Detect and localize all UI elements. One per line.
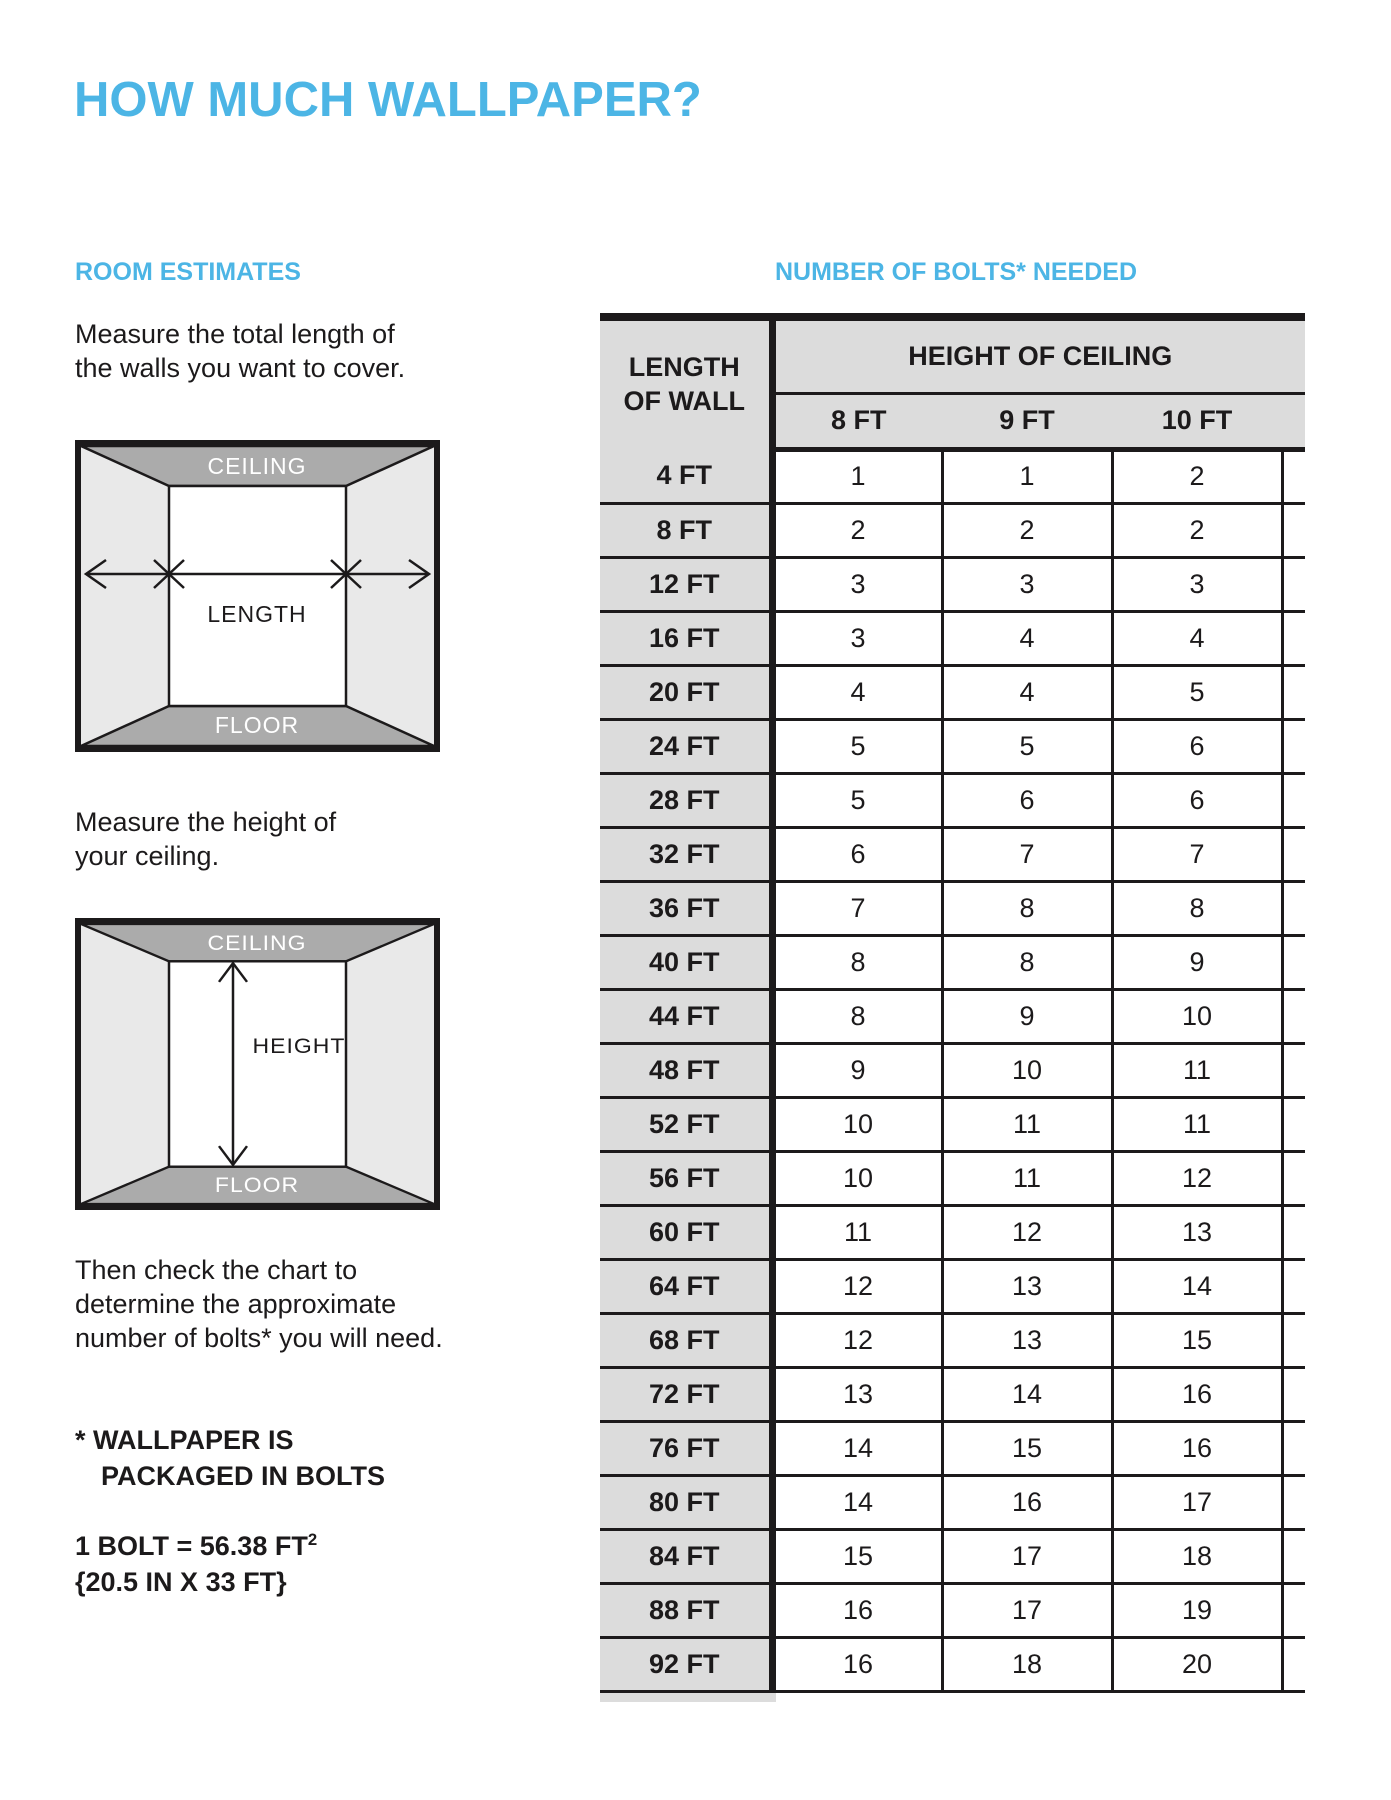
row-spacer — [1282, 1367, 1305, 1421]
row-spacer — [1282, 611, 1305, 665]
length-room-diagram — [75, 440, 440, 752]
bolts-value-cell: 14 — [772, 1421, 942, 1475]
room-estimates-heading: ROOM ESTIMATES — [75, 258, 301, 286]
bolts-value-cell: 6 — [1112, 773, 1282, 827]
bolts-value-cell: 10 — [772, 1097, 942, 1151]
bolts-value-cell: 17 — [942, 1529, 1112, 1583]
table-row — [600, 719, 1305, 773]
table-row — [600, 611, 1305, 665]
bolts-value-cell: 11 — [772, 1205, 942, 1259]
bolts-value-cell: 3 — [1112, 557, 1282, 611]
bolt-spec-exponent: 2 — [307, 1530, 318, 1549]
bolts-value-cell: 15 — [1112, 1313, 1282, 1367]
ceiling-label: CEILING — [207, 930, 307, 955]
bolts-value-cell: 3 — [772, 557, 942, 611]
bolts-value-cell: 13 — [942, 1259, 1112, 1313]
bolts-value-cell: 10 — [942, 1043, 1112, 1097]
row-length-label: 24 FT — [600, 719, 772, 773]
bolts-table-container — [600, 313, 1305, 1702]
col-header-10ft: 10 FT — [1112, 393, 1282, 449]
table-row — [600, 935, 1305, 989]
bolts-value-cell: 6 — [772, 827, 942, 881]
table-row — [600, 1421, 1305, 1475]
row-length-label: 12 FT — [600, 557, 772, 611]
bolts-value-cell: 8 — [942, 881, 1112, 935]
row-spacer — [1282, 1637, 1305, 1691]
table-row — [600, 881, 1305, 935]
bolts-value-cell: 7 — [942, 827, 1112, 881]
bolts-table — [600, 313, 1305, 1693]
row-spacer — [1282, 1151, 1305, 1205]
table-row — [600, 1637, 1305, 1691]
row-length-label: 72 FT — [600, 1367, 772, 1421]
bolts-value-cell: 13 — [772, 1367, 942, 1421]
ceiling-label: CEILING — [207, 453, 307, 479]
row-length-label: 8 FT — [600, 503, 772, 557]
row-length-label: 32 FT — [600, 827, 772, 881]
step1-instructions — [75, 318, 405, 386]
table-row — [600, 557, 1305, 611]
bolts-value-cell: 4 — [1112, 611, 1282, 665]
bolts-value-cell: 18 — [942, 1637, 1112, 1691]
bolts-value-cell: 9 — [772, 1043, 942, 1097]
table-row — [600, 1313, 1305, 1367]
bolts-value-cell: 12 — [772, 1313, 942, 1367]
step1-line2: the walls you want to cover. — [75, 352, 406, 383]
row-spacer — [1282, 557, 1305, 611]
label-column-footer-strip — [600, 1693, 776, 1702]
height-room-diagram-svg — [81, 924, 434, 1204]
step2-instructions — [75, 806, 336, 874]
row-length-label: 36 FT — [600, 881, 772, 935]
table-row — [600, 665, 1305, 719]
bolts-value-cell: 12 — [772, 1259, 942, 1313]
bolts-value-cell: 5 — [772, 773, 942, 827]
table-row — [600, 503, 1305, 557]
bolts-value-cell: 14 — [772, 1475, 942, 1529]
group-header-row — [600, 317, 1305, 393]
row-length-label: 48 FT — [600, 1043, 772, 1097]
table-row — [600, 1097, 1305, 1151]
footnote-line1: * WALLPAPER IS — [75, 1425, 294, 1455]
bolts-value-cell: 15 — [772, 1529, 942, 1583]
bolts-value-cell: 11 — [942, 1097, 1112, 1151]
row-length-label: 76 FT — [600, 1421, 772, 1475]
table-row — [600, 827, 1305, 881]
step1-line1: Measure the total length of — [75, 319, 395, 349]
row-spacer — [1282, 1043, 1305, 1097]
row-length-label: 68 FT — [600, 1313, 772, 1367]
row-spacer — [1282, 881, 1305, 935]
row-length-label: 64 FT — [600, 1259, 772, 1313]
height-room-diagram — [75, 918, 440, 1210]
bolts-value-cell: 6 — [942, 773, 1112, 827]
bolts-value-cell: 2 — [772, 503, 942, 557]
row-length-label: 80 FT — [600, 1475, 772, 1529]
step3-line1: Then check the chart to — [75, 1255, 358, 1285]
length-measure-label: LENGTH — [207, 601, 307, 627]
row-spacer — [1282, 1205, 1305, 1259]
table-row — [600, 1367, 1305, 1421]
floor-label: FLOOR — [214, 1172, 300, 1197]
step3-line3: number of bolts* you will need. — [75, 1322, 443, 1353]
row-spacer — [1282, 1421, 1305, 1475]
table-row — [600, 1475, 1305, 1529]
row-spacer — [1282, 989, 1305, 1043]
bolts-value-cell: 16 — [772, 1583, 942, 1637]
bolts-value-cell: 14 — [942, 1367, 1112, 1421]
row-spacer — [1282, 503, 1305, 557]
bolts-value-cell: 1 — [772, 449, 942, 503]
bolts-value-cell: 13 — [1112, 1205, 1282, 1259]
height-of-ceiling-header: HEIGHT OF CEILING — [772, 317, 1305, 393]
row-length-label: 52 FT — [600, 1097, 772, 1151]
row-length-label: 56 FT — [600, 1151, 772, 1205]
bolts-value-cell: 13 — [942, 1313, 1112, 1367]
bolts-value-cell: 17 — [1112, 1475, 1282, 1529]
bolts-value-cell: 8 — [772, 935, 942, 989]
wallpaper-bolts-footnote — [75, 1422, 385, 1495]
row-spacer — [1282, 935, 1305, 989]
bolts-value-cell: 9 — [942, 989, 1112, 1043]
height-measure-label: HEIGHT — [252, 1033, 346, 1058]
row-length-label: 20 FT — [600, 665, 772, 719]
length-of-wall-header — [600, 317, 772, 449]
bolts-value-cell: 16 — [1112, 1367, 1282, 1421]
col-header-9ft: 9 FT — [942, 393, 1112, 449]
length-of-wall-line2: OF WALL — [623, 386, 745, 416]
bolts-value-cell: 4 — [942, 611, 1112, 665]
table-row — [600, 1151, 1305, 1205]
row-spacer — [1282, 665, 1305, 719]
row-length-label: 16 FT — [600, 611, 772, 665]
row-spacer — [1282, 719, 1305, 773]
bolts-value-cell: 12 — [942, 1205, 1112, 1259]
bolts-value-cell: 17 — [942, 1583, 1112, 1637]
row-spacer — [1282, 1259, 1305, 1313]
row-length-label: 28 FT — [600, 773, 772, 827]
row-spacer — [1282, 449, 1305, 503]
row-length-label: 88 FT — [600, 1583, 772, 1637]
row-length-label: 60 FT — [600, 1205, 772, 1259]
bolts-value-cell: 16 — [772, 1637, 942, 1691]
bolts-value-cell: 16 — [942, 1475, 1112, 1529]
col-header-spacer — [1282, 393, 1305, 449]
bolt-spec-main: 1 BOLT = 56.38 FT — [75, 1531, 308, 1561]
bolts-value-cell: 9 — [1112, 935, 1282, 989]
bolts-value-cell: 7 — [772, 881, 942, 935]
table-row — [600, 1205, 1305, 1259]
bolts-value-cell: 2 — [942, 503, 1112, 557]
row-length-label: 84 FT — [600, 1529, 772, 1583]
bolts-value-cell: 18 — [1112, 1529, 1282, 1583]
bolt-spec — [75, 1528, 317, 1601]
bolts-value-cell: 10 — [1112, 989, 1282, 1043]
bolt-table-body — [600, 449, 1305, 1691]
table-row — [600, 1259, 1305, 1313]
row-length-label: 4 FT — [600, 449, 772, 503]
row-length-label: 92 FT — [600, 1637, 772, 1691]
bolts-value-cell: 2 — [1112, 503, 1282, 557]
bolts-value-cell: 20 — [1112, 1637, 1282, 1691]
row-spacer — [1282, 1475, 1305, 1529]
table-row — [600, 1529, 1305, 1583]
bolt-spec-line1 — [75, 1528, 317, 1564]
row-spacer — [1282, 1313, 1305, 1367]
row-spacer — [1282, 1529, 1305, 1583]
bolts-value-cell: 1 — [942, 449, 1112, 503]
bolts-value-cell: 19 — [1112, 1583, 1282, 1637]
row-spacer — [1282, 1583, 1305, 1637]
bolts-value-cell: 7 — [1112, 827, 1282, 881]
table-row — [600, 1583, 1305, 1637]
row-spacer — [1282, 827, 1305, 881]
length-of-wall-line1: LENGTH — [628, 352, 740, 383]
bolts-value-cell: 8 — [942, 935, 1112, 989]
footnote-line2: PACKAGED IN BOLTS — [101, 1461, 386, 1492]
bolts-value-cell: 2 — [1112, 449, 1282, 503]
bolts-value-cell: 11 — [942, 1151, 1112, 1205]
table-row — [600, 989, 1305, 1043]
bolts-needed-heading: NUMBER OF BOLTS* NEEDED — [774, 258, 1138, 286]
step3-instructions — [75, 1254, 443, 1355]
col-header-8ft: 8 FT — [772, 393, 942, 449]
step3-line2: determine the approximate — [75, 1288, 397, 1319]
row-spacer — [1282, 1097, 1305, 1151]
bolts-value-cell: 6 — [1112, 719, 1282, 773]
table-row — [600, 449, 1305, 503]
bolts-value-cell: 12 — [1112, 1151, 1282, 1205]
bolts-value-cell: 15 — [942, 1421, 1112, 1475]
bolts-value-cell: 4 — [772, 665, 942, 719]
bolts-value-cell: 10 — [772, 1151, 942, 1205]
page-title: HOW MUCH WALLPAPER? — [74, 73, 702, 127]
table-row — [600, 773, 1305, 827]
bolts-value-cell: 8 — [772, 989, 942, 1043]
back-wall — [169, 486, 346, 706]
step2-line1: Measure the height of — [75, 807, 337, 837]
bolts-value-cell: 8 — [1112, 881, 1282, 935]
row-length-label: 44 FT — [600, 989, 772, 1043]
bolts-value-cell: 3 — [942, 557, 1112, 611]
bolts-value-cell: 4 — [942, 665, 1112, 719]
step2-line2: your ceiling. — [75, 840, 220, 871]
bolts-value-cell: 14 — [1112, 1259, 1282, 1313]
length-room-diagram-svg — [81, 446, 434, 746]
bolts-value-cell: 5 — [942, 719, 1112, 773]
bolts-value-cell: 5 — [1112, 665, 1282, 719]
back-wall — [169, 961, 346, 1166]
row-length-label: 40 FT — [600, 935, 772, 989]
row-spacer — [1282, 773, 1305, 827]
bolts-value-cell: 3 — [772, 611, 942, 665]
bolts-value-cell: 11 — [1112, 1097, 1282, 1151]
bolts-value-cell: 11 — [1112, 1043, 1282, 1097]
bolts-value-cell: 5 — [772, 719, 942, 773]
bolt-spec-dimensions: {20.5 IN X 33 FT} — [75, 1567, 287, 1598]
bolts-value-cell: 16 — [1112, 1421, 1282, 1475]
floor-label: FLOOR — [214, 712, 300, 738]
table-row — [600, 1043, 1305, 1097]
